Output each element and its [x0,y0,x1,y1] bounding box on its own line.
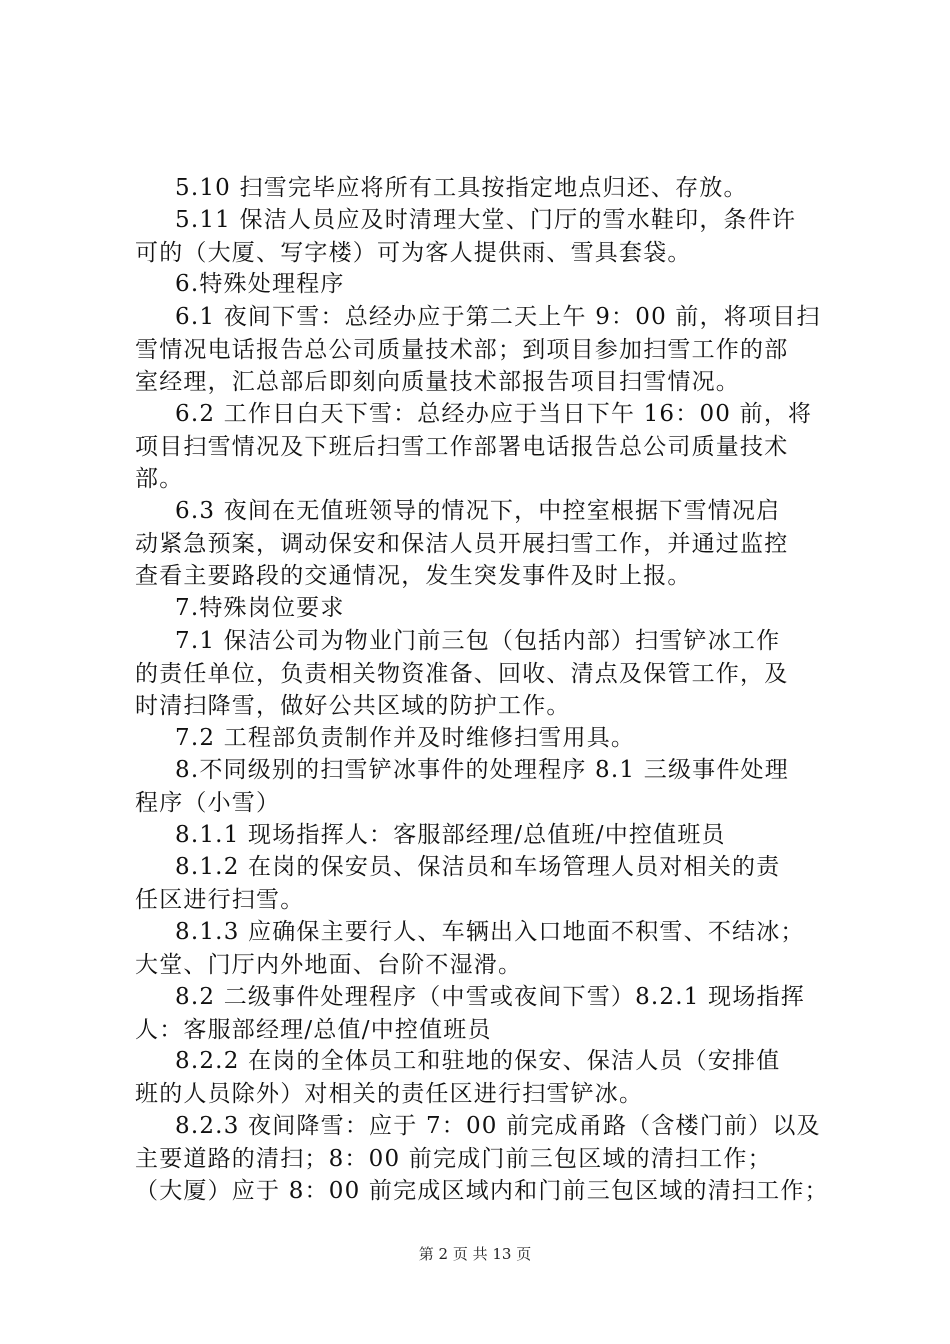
paragraph-line: 8.2.3 夜间降雪：应于 7：00 前完成甬路（含楼门前）以及 [175,1113,821,1139]
paragraph-line: 任区进行扫雪。 [135,886,305,913]
paragraph-p6-1 [135,301,821,399]
paragraph-p6-2 [135,398,812,496]
paragraph-line: 部。 [135,466,184,492]
paragraph-p5-11 [135,204,796,269]
paragraph-line: 动紧急预案，调动保安和保洁人员开展扫雪工作，并通过监控 [135,530,789,557]
paragraph-line: 项目扫雪情况及下班后扫雪工作部署电话报告总公司质量技术 [135,433,789,460]
paragraph-line: 8.1.3 应确保主要行人、车辆出入口地面不积雪、不结冰； [175,919,805,945]
paragraph-line: 可的（大厦、写字楼）可为客人提供雨、雪具套袋。 [135,239,692,266]
paragraph-p8-1-2 [135,851,780,916]
paragraph-line: 6.特殊处理程序 [175,271,345,297]
paragraph-line: 7.1 保洁公司为物业门前三包（包括内部）扫雪铲冰工作 [175,628,781,654]
paragraph-line: 时清扫降雪，做好公共区域的防护工作。 [135,693,571,719]
paragraph-line: 8.不同级别的扫雪铲冰事件的处理程序 8.1 三级事件处理 [175,757,789,783]
paragraph-p8-2 [135,981,805,1046]
paragraph-line: 主要道路的清扫；8：00 前完成门前三包区域的清扫工作； [135,1145,772,1172]
paragraph-line: 8.1.2 在岗的保安员、保洁员和车场管理人员对相关的责 [175,854,781,880]
paragraph-line: （大厦）应于 8：00 前完成区域内和门前三包区域的清扫工作； [135,1178,829,1204]
paragraph-line: 室经理，汇总部后即刻向质量技术部报告项目扫雪情况。 [135,369,740,395]
paragraph-line: 5.11 保洁人员应及时清理大堂、门厅的雪水鞋印，条件许 [175,207,797,233]
paragraph-line: 7.特殊岗位要求 [175,595,345,621]
paragraph-line: 人：客服部经理/总值/中控值班员 [135,1016,492,1043]
paragraph-line: 大堂、门厅内外地面、台阶不湿滑。 [135,951,523,978]
paragraph-p6-3 [135,495,788,593]
paragraph-line: 班的人员除外）对相关的责任区进行扫雪铲冰。 [135,1080,644,1107]
paragraph-line: 8.2 二级事件处理程序（中雪或夜间下雪）8.2.1 现场指挥 [175,984,805,1010]
paragraph-line: 5.10 扫雪完毕应将所有工具按指定地点归还、存放。 [175,175,748,201]
paragraph-line: 6.1 夜间下雪：总经办应于第二天上午 9：00 前，将项目扫 [175,304,821,330]
paragraph-line: 7.2 工程部负责制作并及时维修扫雪用具。 [175,725,636,751]
paragraph-p8-1-3 [135,916,805,981]
paragraph-line: 程序（小雪） [135,789,281,816]
paragraph-p7-2 [135,722,635,755]
paragraph-p7-1 [135,625,788,723]
paragraph-line: 查看主要路段的交通情况，发生突发事件及时上报。 [135,563,692,589]
paragraph-line: 的责任单位，负责相关物资准备、回收、清点及保管工作，及 [135,660,789,687]
paragraph-p8-2-2 [135,1045,780,1110]
paragraph-line: 6.2 工作日白天下雪：总经办应于当日下午 16：00 前，将 [175,401,813,427]
paragraph-p8-1-1 [135,819,726,852]
paragraph-p8-2-3 [135,1110,829,1208]
paragraph-line: 8.1.1 现场指挥人：客服部经理/总值班/中控值班员 [175,822,726,848]
paragraph-p6 [135,268,345,301]
paragraph-line: 6.3 夜间在无值班领导的情况下，中控室根据下雪情况启 [175,498,781,524]
paragraph-line: 雪情况电话报告总公司质量技术部；到项目参加扫雪工作的部 [135,336,789,363]
page-footer: 第 2 页 共 13 页 [418,1245,532,1263]
paragraph-p7 [135,592,345,625]
paragraph-p8 [135,754,789,819]
paragraph-line: 8.2.2 在岗的全体员工和驻地的保安、保洁人员（安排值 [175,1048,781,1074]
paragraph-p5-10 [135,172,748,205]
